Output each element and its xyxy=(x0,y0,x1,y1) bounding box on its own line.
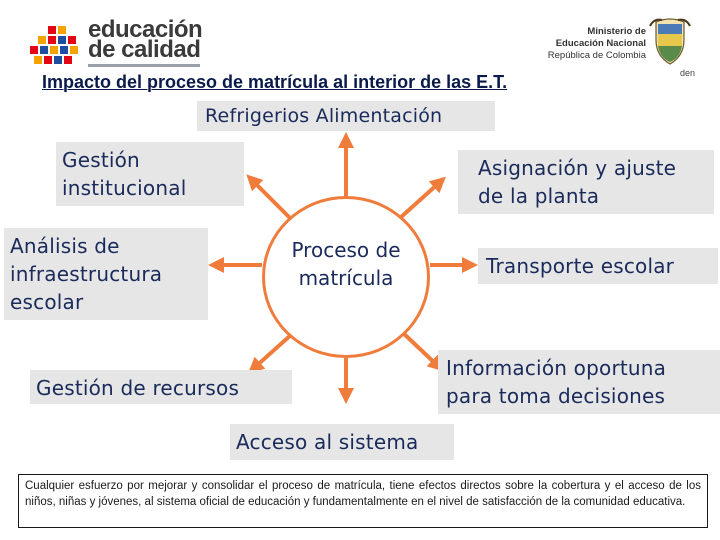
footer-note: Cualquier esfuerzo por mejorar y consolidar el proceso de matrícula, tiene efectos directos sobre la cobertura y el acceso de los niños, niñas y jóvenes, al sistema oficial de educación y fundamentalmente en el nivel de satisfacción de la comunidad educativa. xyxy=(18,474,708,528)
node-acceso: Acceso al sistema xyxy=(230,424,454,460)
arrow-to-asignacion xyxy=(400,182,440,218)
arrow-to-informacion xyxy=(402,332,438,366)
node-analisis: Análisis de infraestructura escolar xyxy=(4,228,208,320)
arrow-to-recursos xyxy=(254,334,292,368)
node-refrigerios: Refrigerios Alimentación xyxy=(197,101,495,131)
node-informacion: Información oportuna para toma decisiones xyxy=(438,350,720,414)
logo-line-2: de calidad xyxy=(88,36,201,63)
ministry-line-1: Ministerio de xyxy=(587,26,646,37)
ministry-line-3: República de Colombia xyxy=(547,50,646,61)
node-gestion-institucional: Gestión institucional xyxy=(56,142,244,206)
arrow-to-gestion-institucional xyxy=(252,180,290,218)
cropped-text: den xyxy=(680,68,696,78)
logo-line-1: educación xyxy=(88,16,203,43)
center-label: Proceso de matrícula xyxy=(291,238,401,290)
ministry-line-2: Educación Nacional xyxy=(555,38,646,49)
node-transporte: Transporte escolar xyxy=(478,248,718,284)
node-asignacion: Asignación y ajuste de la planta xyxy=(458,150,714,214)
page-title: Impacto del proceso de matrícula al interior de las E.T. xyxy=(42,72,508,92)
node-recursos: Gestión de recursos xyxy=(30,370,292,404)
